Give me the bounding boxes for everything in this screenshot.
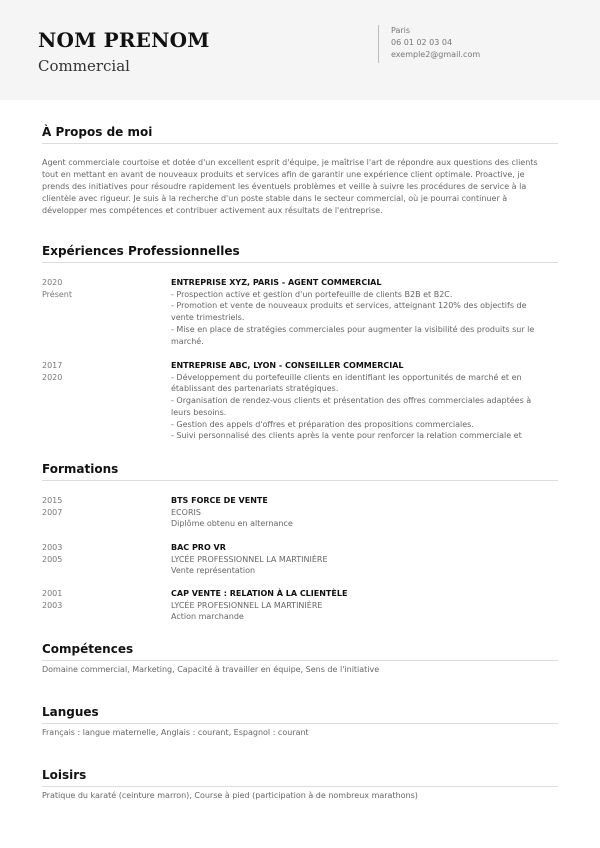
- hobbies-text: Pratique du karaté (ceinture marron), Course à pied (participation à de nombreux marathons): [42, 791, 418, 800]
- experience-2-heading: ENTREPRISE ABC, LYON - CONSEILLER COMMERCIAL: [171, 361, 404, 370]
- experience-2-bullet: - Suivi personnalisé des clients après la vente pour renforcer la relation commerciale et: [171, 431, 522, 441]
- experience-2: [171, 360, 541, 442]
- hobbies-title: Loisirs: [42, 768, 87, 782]
- education-1: [171, 495, 541, 530]
- education-3: [171, 588, 541, 623]
- education-1-school: ECORIS: [171, 507, 201, 517]
- contact-phone: 06 01 02 03 04: [391, 38, 453, 47]
- education-2-school: LYCÉE PROFESSIONNEL LA MARTINIÈRE: [171, 554, 328, 564]
- contact-city: Paris: [391, 26, 411, 35]
- education-3-start: 2001: [42, 589, 63, 598]
- education-title: Formations: [42, 462, 119, 476]
- education-2: [171, 542, 541, 577]
- education-1-start: 2015: [42, 496, 63, 505]
- experience-1-heading: ENTREPRISE XYZ, PARIS - AGENT COMMERCIAL: [171, 278, 382, 287]
- experience-2-end: 2020: [42, 373, 63, 382]
- education-divider: [42, 480, 558, 481]
- education-1-heading: BTS FORCE DE VENTE: [171, 496, 268, 505]
- contact-block: [378, 25, 480, 63]
- experience-1-start: 2020: [42, 278, 63, 287]
- education-3-dates: [42, 588, 62, 612]
- education-2-note: Vente représentation: [171, 566, 256, 576]
- education-2-dates: [42, 542, 62, 566]
- experience-1-bullet: - Promotion et vente de nouveaux produits et services, atteignant 120% des objectifs de vente trimestriels.: [171, 301, 527, 323]
- contact-email: exemple2@gmail.com: [391, 50, 481, 59]
- experience-1: [171, 277, 541, 347]
- experience-2-bullets: [171, 372, 541, 442]
- education-2-end: 2005: [42, 555, 63, 564]
- education-2-start: 2003: [42, 543, 63, 552]
- candidate-name: NOM PRENOM: [38, 28, 210, 52]
- skills-text: Domaine commercial, Marketing, Capacité à travailler en équipe, Sens de l'initiative: [42, 665, 380, 674]
- about-text: Agent commerciale courtoise et dotée d'un excellent esprit d'équipe, je maîtrise l'art de répondre aux questions des clients tout en mettant en avant de nouveaux produits et services afin de garantir une expérience client optimale. Proactive, je prends des initiatives pour résoudre rapidement les éventuels problèmes et veille à suivre les procédures de service à la clientèle avec rigueur. Je suis à la recherche d'un poste stable dans le secteur commercial, où je pourrai continuer à développer mes compétences et contribuer activement aux résultats de l'entreprise.: [42, 158, 538, 215]
- experience-2-bullet: - Organisation de rendez-vous clients et présentation des offres commerciales adaptées à leurs besoins.: [171, 396, 532, 417]
- education-3-heading: CAP VENTE : RELATION À LA CLIENTÈLE: [171, 589, 348, 598]
- experience-1-bullet: - Mise en place de stratégies commerciales pour augmenter la visibilité des produits sur le marché.: [171, 324, 535, 346]
- languages-text: Français : langue maternelle, Anglais : courant, Espagnol : courant: [42, 728, 309, 737]
- resume-header: [0, 0, 600, 100]
- hobbies-divider: [42, 786, 558, 787]
- experience-1-bullets: [171, 289, 541, 348]
- education-2-heading: BAC PRO VR: [171, 543, 226, 552]
- experience-1-end: Présent: [42, 290, 73, 299]
- languages-divider: [42, 723, 558, 724]
- about-title: À Propos de moi: [42, 125, 153, 139]
- languages-title: Langues: [42, 705, 99, 719]
- experience-2-bullet: - Développement du portefeuille clients en identifiant les opportunités de marché et en établissant des partenariats stratégiques.: [171, 372, 522, 394]
- experience-title: Expériences Professionnelles: [42, 244, 240, 258]
- experience-2-bullet: - Gestion des appels d'offres et préparation des propositions commerciales.: [171, 419, 474, 429]
- experience-2-start: 2017: [42, 361, 63, 370]
- education-3-note: Action marchande: [171, 612, 244, 622]
- experience-1-dates: [42, 277, 72, 301]
- education-1-note: Diplôme obtenu en alternance: [171, 519, 293, 529]
- about-divider: [42, 143, 558, 144]
- job-title: Commercial: [38, 57, 130, 75]
- education-1-end: 2007: [42, 508, 63, 517]
- education-3-end: 2003: [42, 601, 63, 610]
- skills-divider: [42, 660, 558, 661]
- experience-divider: [42, 262, 558, 263]
- education-1-dates: [42, 495, 62, 519]
- experience-2-dates: [42, 360, 62, 384]
- skills-title: Compétences: [42, 642, 134, 656]
- education-3-school: LYCÉE PROFESIONNEL LA MARTINIÈRE: [171, 600, 323, 610]
- experience-1-bullet: - Prospection active et gestion d'un portefeuille de clients B2B et B2C.: [171, 289, 453, 299]
